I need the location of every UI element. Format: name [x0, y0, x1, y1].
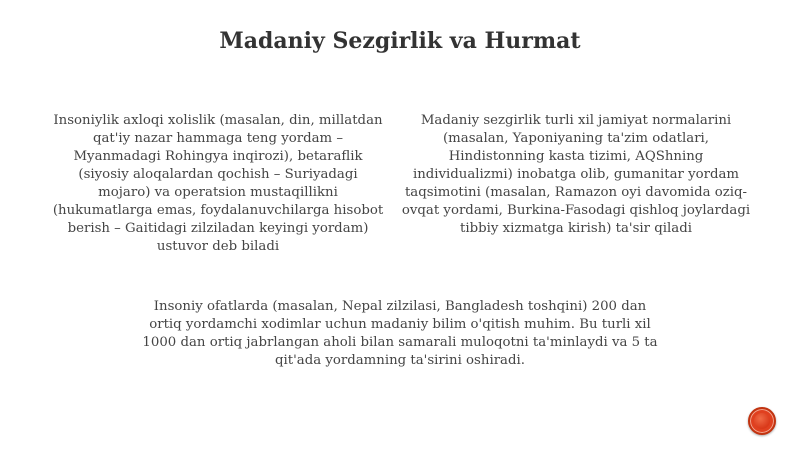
- circle-nav-button-icon[interactable]: [748, 407, 776, 435]
- nav-button-inner: [754, 413, 770, 429]
- left-text-block: Insoniylik axloqi xolislik (masalan, din, millatdan qat'iy nazar hammaga teng yordam – Myanmadagi Rohingya inqirozi), betaraflik (siyosiy aloqalardan qochish – Suriyadagi mojaro) va operatsion mustaqillikni (hukumatlarga emas, foydalanuvchilarga hisobot berish – Gaitidagi zilziladan keyingi yordam) ustuvor deb biladi: [52, 113, 384, 254]
- right-text-block: Madaniy sezgirlik turli xil jamiyat normalarini (masalan, Yaponiyaning ta'zim odatlari, Hindistonning kasta tizimi, AQShning individualizmi) inobatga olib, gumanitar yordam taqsimotini (masalan, Ramazon oyi davomida oziq-ovqat yordami, Burkina-Fasodagi qishloq joylardagi tibbiy xizmatga kirish) ta'sir qiladi: [401, 113, 751, 236]
- bottom-text-block: Insoniy ofatlarda (masalan, Nepal zilzilasi, Bangladesh toshqini) 200 dan ortiq yordamchi xodimlar uchun madaniy bilim o'qitish muhim. Bu turli xil 1000 dan ortiq jabrlangan aholi bilan samarali muloqotni ta'minlaydi va 5 ta qit'ada yordamning ta'sirini oshiradi.: [142, 299, 658, 368]
- slide-title: Madaniy Sezgirlik va Hurmat: [219, 28, 581, 54]
